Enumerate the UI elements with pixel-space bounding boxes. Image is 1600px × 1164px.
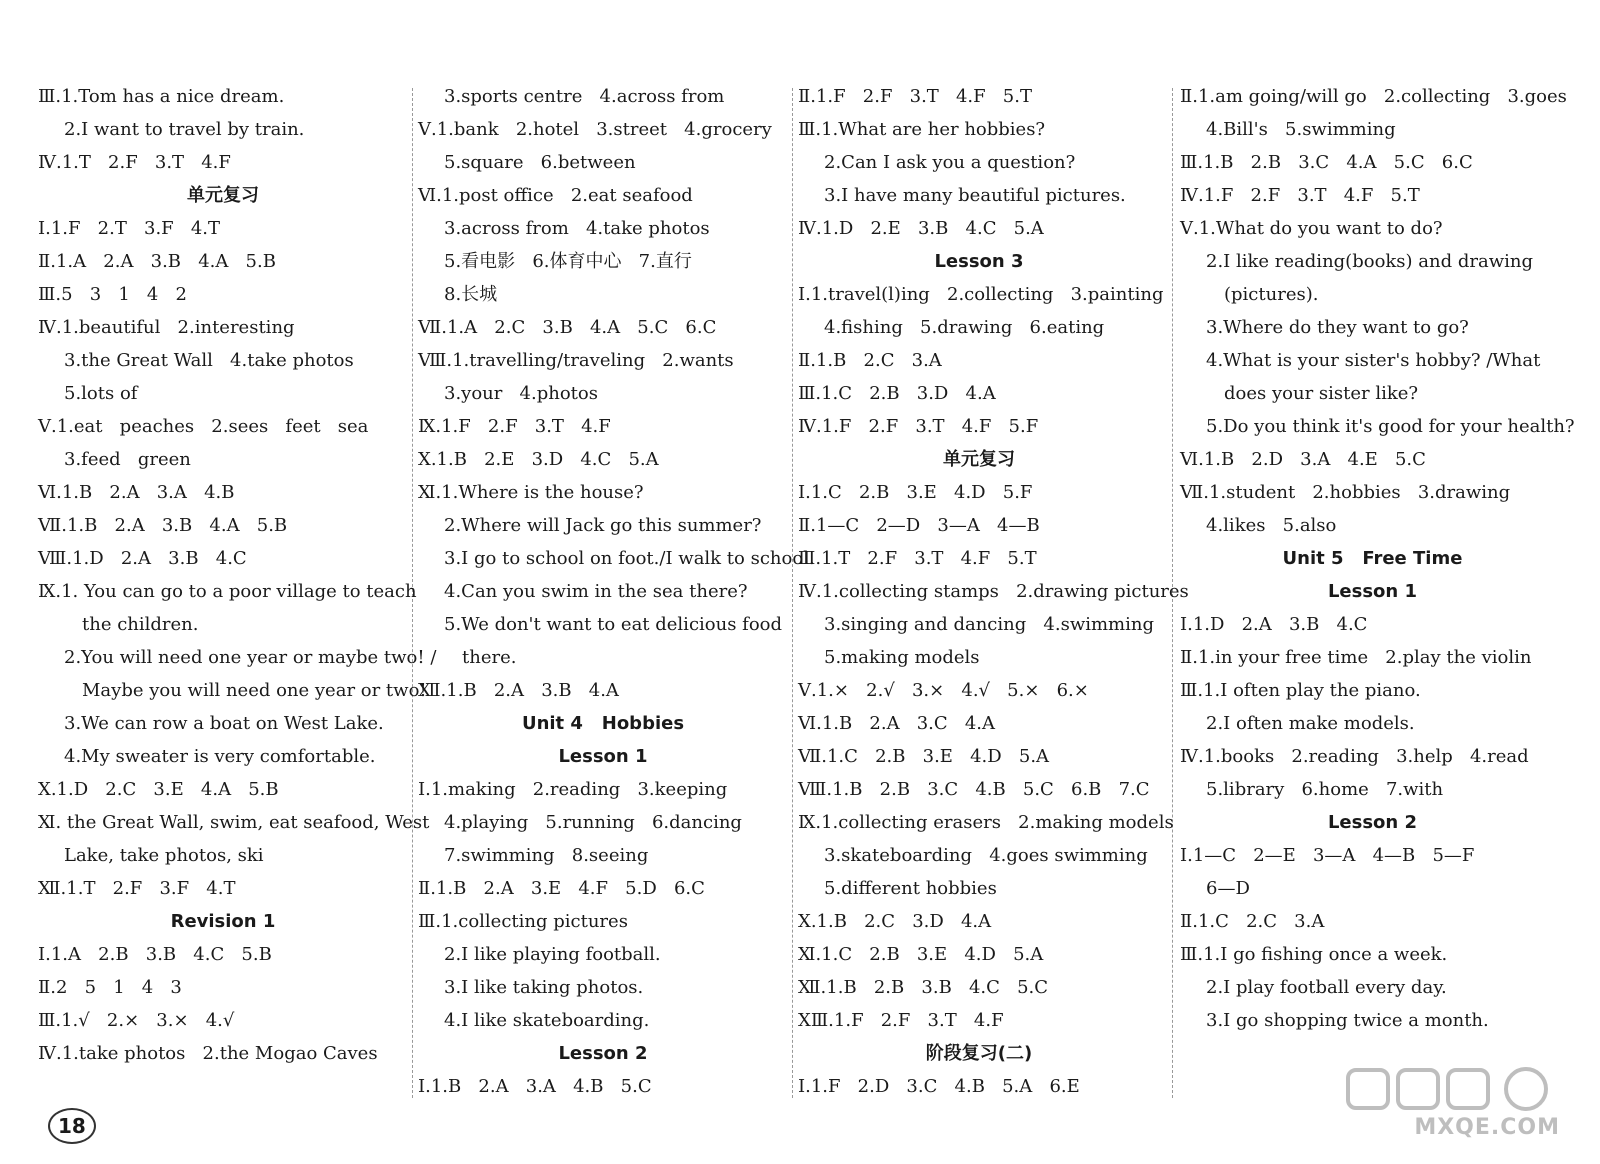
- answer-line: 8.长城: [444, 284, 498, 305]
- answer-line: 4.Bill's 5.swimming: [1206, 119, 1396, 140]
- answer-line: 2.You will need one year or maybe two! /: [64, 647, 437, 668]
- answer-line: 3.We can row a boat on West Lake.: [64, 713, 384, 734]
- answer-line: Ⅱ.1.in your free time 2.play the violin: [1180, 647, 1532, 668]
- answer-line: 3.feed green: [64, 449, 191, 470]
- answer-line: 7.swimming 8.seeing: [444, 845, 649, 866]
- answer-line: 3.across from 4.take photos: [444, 218, 710, 239]
- answer-line: Ⅸ.1. You can go to a poor village to teach: [38, 581, 417, 602]
- answer-line: Ⅲ.1.I go fishing once a week.: [1180, 944, 1448, 965]
- section-heading: Lesson 2: [558, 1043, 648, 1064]
- answer-line: Ⅴ.1.× 2.√ 3.× 4.√ 5.× 6.×: [798, 680, 1089, 701]
- answer-line: 5.different hobbies: [824, 878, 997, 899]
- answer-line: Ⅳ.1.beautiful 2.interesting: [38, 317, 295, 338]
- answer-line: Ⅱ.1.C 2.C 3.A: [1180, 911, 1325, 932]
- answer-line: Ⅴ.1.What do you want to do?: [1180, 218, 1443, 239]
- answer-line: 5.lots of: [64, 383, 138, 404]
- answer-line: Ⅳ.1.T 2.F 3.T 4.F: [38, 152, 231, 173]
- answer-line: Ⅳ.1.books 2.reading 3.help 4.read: [1180, 746, 1529, 767]
- answer-line: Ⅻ.1.B 2.B 3.B 4.C 5.C: [798, 977, 1049, 998]
- answer-line: Ⅲ.1.B 2.B 3.C 4.A 5.C 6.C: [1180, 152, 1473, 173]
- answer-line: Ⅴ.1.eat peaches 2.sees feet sea: [38, 416, 369, 437]
- answer-line: Ⅲ.1.T 2.F 3.T 4.F 5.T: [798, 548, 1037, 569]
- answer-line: 3.I have many beautiful pictures.: [824, 185, 1126, 206]
- answer-line: 3.I go shopping twice a month.: [1206, 1010, 1489, 1031]
- section-heading: 单元复习: [187, 185, 259, 206]
- answer-line: Ⅵ.1.post office 2.eat seafood: [418, 185, 693, 206]
- answer-line: Ⅷ.1.B 2.B 3.C 4.B 5.C 6.B 7.C: [798, 779, 1150, 800]
- answer-line: Ⅻ.1.B 2.A 3.B 4.A: [418, 680, 619, 701]
- answer-line: 4.Can you swim in the sea there?: [444, 581, 748, 602]
- answer-line: 2.Where will Jack go this summer?: [444, 515, 762, 536]
- answer-line: 4.My sweater is very comfortable.: [64, 746, 376, 767]
- answer-line: 5.square 6.between: [444, 152, 636, 173]
- answer-line: Ⅳ.1.D 2.E 3.B 4.C 5.A: [798, 218, 1044, 239]
- answer-line: Ⅰ.1—C 2—E 3—A 4—B 5—F: [1180, 845, 1475, 866]
- section-heading: 阶段复习(二): [925, 1043, 1033, 1064]
- answer-line: Ⅸ.1.collecting erasers 2.making models: [798, 812, 1174, 833]
- section-heading: Revision 1: [170, 911, 276, 932]
- answer-line: Ⅹ.1.B 2.C 3.D 4.A: [798, 911, 992, 932]
- answer-line: Ⅶ.1.B 2.A 3.B 4.A 5.B: [38, 515, 288, 536]
- answer-line: Ⅺ.1.C 2.B 3.E 4.D 5.A: [798, 944, 1044, 965]
- answer-line: Ⅲ.1.Tom has a nice dream.: [38, 86, 285, 107]
- answer-line: Ⅲ.1.I often play the piano.: [1180, 680, 1421, 701]
- answer-line: 4.fishing 5.drawing 6.eating: [824, 317, 1105, 338]
- answer-column-3: [798, 80, 1189, 1110]
- answer-column-4: [1180, 80, 1575, 1110]
- answer-line: does your sister like?: [1224, 383, 1419, 404]
- answer-column-2: [418, 80, 815, 1110]
- answer-line: 4.likes 5.also: [1206, 515, 1337, 536]
- answer-line: 3.your 4.photos: [444, 383, 598, 404]
- watermark-text: MXQE.COM: [1414, 1115, 1560, 1140]
- answer-line: Ⅱ.2 5 1 4 3: [38, 977, 182, 998]
- answer-line: Ⅰ.1.B 2.A 3.A 4.B 5.C: [418, 1076, 652, 1097]
- section-heading: 单元复习: [943, 449, 1015, 470]
- answer-line: 2.I want to travel by train.: [64, 119, 305, 140]
- section-heading: Lesson 2: [1327, 812, 1418, 833]
- answer-line: 3.I go to school on foot./I walk to school.: [444, 548, 815, 569]
- answer-line: Ⅰ.1.making 2.reading 3.keeping: [418, 779, 728, 800]
- answer-line: 4.I like skateboarding.: [444, 1010, 650, 1031]
- answer-line: 5.看电影 6.体育中心 7.直行: [444, 251, 692, 272]
- answer-column-1: [38, 80, 437, 1110]
- answer-line: Maybe you will need one year or two!: [82, 680, 427, 701]
- answer-line: 2.Can I ask you a question?: [824, 152, 1076, 173]
- answer-line: (pictures).: [1224, 284, 1319, 305]
- answer-line: Ⅵ.1.B 2.A 3.A 4.B: [38, 482, 235, 503]
- answer-line: Ⅶ.1.C 2.B 3.E 4.D 5.A: [798, 746, 1050, 767]
- answer-line: 3.I like taking photos.: [444, 977, 644, 998]
- answer-line: Ⅳ.1.F 2.F 3.T 4.F 5.T: [1180, 185, 1420, 206]
- watermark: [1342, 1064, 1562, 1140]
- answer-line: Ⅱ.1.B 2.C 3.A: [798, 350, 942, 371]
- answer-line: 5.library 6.home 7.with: [1206, 779, 1444, 800]
- answer-line: Ⅲ.1.collecting pictures: [418, 911, 628, 932]
- section-heading: Lesson 1: [1327, 581, 1418, 602]
- answer-line: Ⅵ.1.B 2.D 3.A 4.E 5.C: [1180, 449, 1426, 470]
- page-number: 18: [48, 1108, 96, 1144]
- answer-line: Ⅷ.1.D 2.A 3.B 4.C: [38, 548, 247, 569]
- section-heading: Unit 4 Hobbies: [521, 713, 685, 734]
- answer-line: Ⅸ.1.F 2.F 3.T 4.F: [418, 416, 611, 437]
- answer-line: Ⅳ.1.F 2.F 3.T 4.F 5.F: [798, 416, 1039, 437]
- answer-line: Ⅲ.1.C 2.B 3.D 4.A: [798, 383, 996, 404]
- answer-line: Ⅰ.1.C 2.B 3.E 4.D 5.F: [798, 482, 1033, 503]
- answer-line: ⅩⅢ.1.F 2.F 3.T 4.F: [798, 1010, 1004, 1031]
- answer-line: 5.making models: [824, 647, 980, 668]
- answer-line: Ⅱ.1.am going/will go 2.collecting 3.goes: [1180, 86, 1567, 107]
- answer-line: there.: [462, 647, 517, 668]
- answer-line: Ⅶ.1.A 2.C 3.B 4.A 5.C 6.C: [418, 317, 717, 338]
- answer-line: the children.: [82, 614, 199, 635]
- answer-line: 6—D: [1206, 878, 1250, 899]
- answer-line: 2.I play football every day.: [1206, 977, 1447, 998]
- answer-line: 5.Do you think it's good for your health?: [1206, 416, 1575, 437]
- answer-line: Ⅷ.1.travelling/traveling 2.wants: [418, 350, 734, 371]
- answer-line: Ⅳ.1.collecting stamps 2.drawing pictures: [798, 581, 1189, 602]
- answer-line: Ⅹ.1.D 2.C 3.E 4.A 5.B: [38, 779, 279, 800]
- answer-line: 3.skateboarding 4.goes swimming: [824, 845, 1148, 866]
- answer-line: Ⅲ.1.What are her hobbies?: [798, 119, 1046, 140]
- answer-line: Ⅵ.1.B 2.A 3.C 4.A: [798, 713, 996, 734]
- answer-line: 3.the Great Wall 4.take photos: [64, 350, 354, 371]
- answer-line: Ⅶ.1.student 2.hobbies 3.drawing: [1180, 482, 1511, 503]
- column-divider: [792, 88, 793, 1098]
- answer-line: Ⅳ.1.take photos 2.the Mogao Caves: [38, 1043, 378, 1064]
- answer-line: Ⅲ.1.√ 2.× 3.× 4.√: [38, 1010, 235, 1031]
- answer-line: 2.I often make models.: [1206, 713, 1415, 734]
- answer-line: Ⅰ.1.F 2.D 3.C 4.B 5.A 6.E: [798, 1076, 1080, 1097]
- section-heading: Lesson 1: [558, 746, 648, 767]
- answer-line: Ⅱ.1.A 2.A 3.B 4.A 5.B: [38, 251, 276, 272]
- answer-line: 3.singing and dancing 4.swimming: [824, 614, 1154, 635]
- answer-line: Ⅻ.1.T 2.F 3.F 4.T: [38, 878, 236, 899]
- answer-line: Ⅱ.1.B 2.A 3.E 4.F 5.D 6.C: [418, 878, 705, 899]
- answer-line: 4.playing 5.running 6.dancing: [444, 812, 742, 833]
- answer-line: Ⅺ. the Great Wall, swim, eat seafood, West: [38, 812, 430, 833]
- answer-line: Ⅰ.1.D 2.A 3.B 4.C: [1180, 614, 1368, 635]
- watermark-logo-icon: [1342, 1064, 1562, 1114]
- answer-line: Ⅱ.1.F 2.F 3.T 4.F 5.T: [798, 86, 1032, 107]
- answer-line: Ⅱ.1—C 2—D 3—A 4—B: [798, 515, 1040, 536]
- answer-line: Ⅰ.1.travel(l)ing 2.collecting 3.painting: [798, 284, 1164, 305]
- answer-line: 3.sports centre 4.across from: [444, 86, 725, 107]
- answer-line: 3.Where do they want to go?: [1206, 317, 1469, 338]
- answer-line: Ⅹ.1.B 2.E 3.D 4.C 5.A: [418, 449, 659, 470]
- section-heading: Unit 5 Free Time: [1282, 548, 1463, 569]
- answer-line: 4.What is your sister's hobby? /What: [1206, 350, 1541, 371]
- answer-line: Ⅲ.5 3 1 4 2: [38, 284, 188, 305]
- answer-line: 2.I like reading(books) and drawing: [1206, 251, 1533, 272]
- answer-line: 5.We don't want to eat delicious food: [444, 614, 783, 635]
- answer-line: 2.I like playing football.: [444, 944, 661, 965]
- answer-line: Ⅰ.1.F 2.T 3.F 4.T: [38, 218, 221, 239]
- answer-line: Ⅴ.1.bank 2.hotel 3.street 4.grocery: [418, 119, 772, 140]
- answer-line: Ⅺ.1.Where is the house?: [418, 482, 644, 503]
- answer-line: Lake, take photos, ski: [64, 845, 264, 866]
- answer-line: Ⅰ.1.A 2.B 3.B 4.C 5.B: [38, 944, 272, 965]
- section-heading: Lesson 3: [934, 251, 1024, 272]
